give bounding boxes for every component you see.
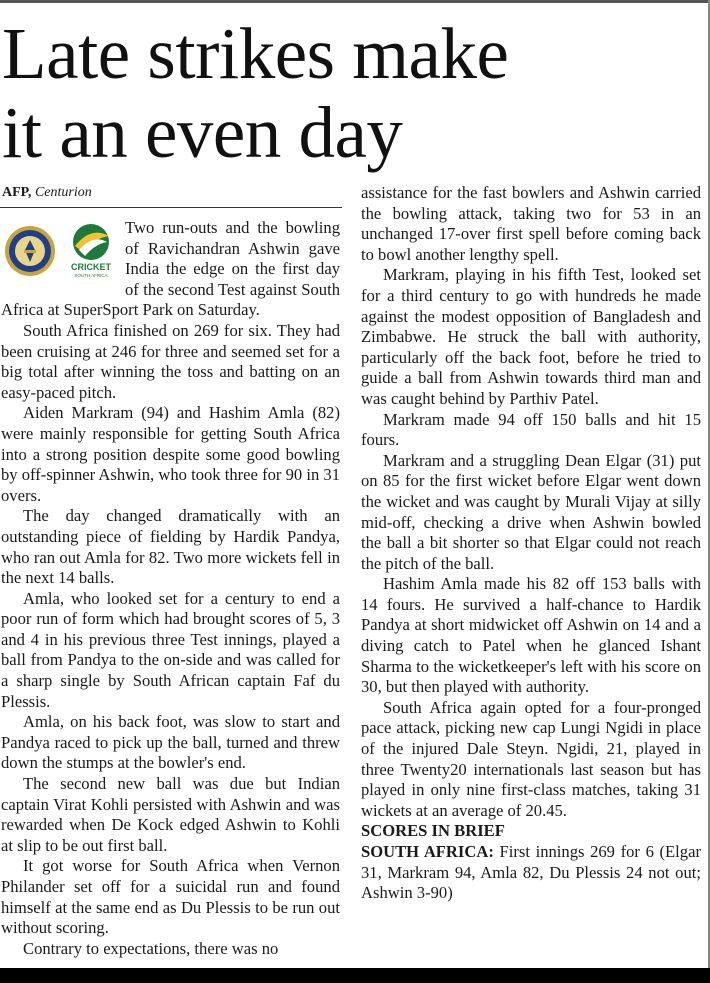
logos	[1, 220, 123, 282]
paragraph: Aiden Markram (94) and Hashim Amla (82) were mainly responsible for getting South Africa into a strong position despite some good bowling by off-spinner Ashwin, who took three for 90 in 31 overs.	[1, 403, 340, 505]
paragraph: It got worse for South Africa when Vernon Philander set off for a suicidal run and found himself at the same end as Du Plessis to be run out without scoring.	[1, 856, 340, 938]
byline-location: Centurion	[34, 185, 92, 200]
paragraph: South Africa finished on 269 for six. They had been cruising at 246 for three and seemed set for a big total after winning the toss and batting on an easy-paced pitch.	[1, 320, 340, 402]
headline	[2, 14, 702, 172]
paragraph: The day changed dramatically with an outstanding piece of fielding by Hardik Pandya, who ran out Amla for 82. Two more wickets fell in the next 14 balls.	[1, 506, 340, 588]
paragraph: South Africa again opted for a four-pronged pace attack, picking new cap Lungi Ngidi in place of the injured Dale Steyn. Ngidi, 21, played in three Twenty20 internationals last season but has played in only nine first-class matches, taking 31 wickets at an average of 20.45.	[361, 697, 701, 820]
byline	[2, 184, 340, 202]
paragraph: The second new ball was due but Indian captain Virat Kohli persisted with Ashwin and was rewarded when De Kock edged Ashwin to Kohli at slip to be out first ball.	[1, 774, 340, 855]
paragraph: Markram and a struggling Dean Elgar (31) put on 85 for the first wicket before Elgar went down the wicket and was caught by Murali Vijay at silly mid-off, checking a drive when Ashwin bowled the ball a bit shorter so that Elgar could not reach the pitch of the ball.	[361, 450, 701, 573]
top-rule	[0, 0, 710, 3]
paragraph: Amla, on his back foot, was slow to start and Pandya raced to pick up the ball, turned and threw down the stumps at the bowler's end.	[1, 712, 340, 773]
byline-rule	[0, 207, 342, 208]
csa-logo-subtext: SOUTH AFRICA	[74, 273, 108, 278]
csa-logo-text: CRICKET	[71, 262, 111, 272]
headline-line-1: Late strikes make	[2, 13, 509, 94]
cricket-south-africa-logo-icon	[61, 220, 121, 280]
paragraph: Hashim Amla made his 82 off 153 balls with 14 fours. He survived a half-chance to Hardik Pandya at short midwicket off Ashwin on 14 and a diving catch to Patel when he glanced Ishant Sharma to the wicketkeeper's left with his score on 30, but then played with authority.	[361, 574, 701, 697]
paragraph: assistance for the fast bowlers and Ashwin carried the bowling attack, taking two for 53 in an unchanged 17-over first spell before coming back to bowl another lengthy spell.	[361, 183, 701, 264]
article-column-1	[1, 218, 340, 959]
paragraph: Markram made 94 off 150 balls and hit 15 fours.	[361, 409, 701, 450]
scores-heading: SCORES IN BRIEF	[361, 821, 505, 841]
article-column-2	[361, 183, 701, 904]
paragraph: Amla, who looked set for a century to end a poor run of form which had brought scores of 5, 3 and 4 in his previous three Test innings, played a ball from Pandya to the on-side and was called for a sharp single by South African captain Faf du Plessis.	[1, 588, 340, 711]
paragraph: Two run-outs and the bowling of Ravichandran Ashwin gave India the edge on the first day of the second Test against South Africa at SuperSport Park on Saturday.	[1, 218, 340, 320]
scores-line	[361, 842, 701, 904]
headline-line-2: it an even day	[2, 92, 403, 173]
scores-team: SOUTH AFRICA:	[361, 842, 494, 861]
paragraph: Contrary to expectations, there was no	[23, 938, 279, 958]
paragraph: Markram, playing in his fifth Test, looked set for a third century to go with hundreds he made against the modest opposition of Bangladesh and Zimbabwe. He struck the ball with authority, particularly off the back foot, before he tried to guide a ball from Ashwin towards third man and was caught behind by Parthiv Patel.	[361, 265, 701, 408]
byline-agency: AFP,	[2, 185, 32, 200]
bcci-logo-icon	[4, 223, 56, 279]
scores-text: First innings 269 for 6 (Elgar 31, Markram 94, Amla 82, Du Plessis 24 not out; Ashwin 3-90)	[361, 842, 701, 903]
bottom-bar	[0, 968, 710, 983]
